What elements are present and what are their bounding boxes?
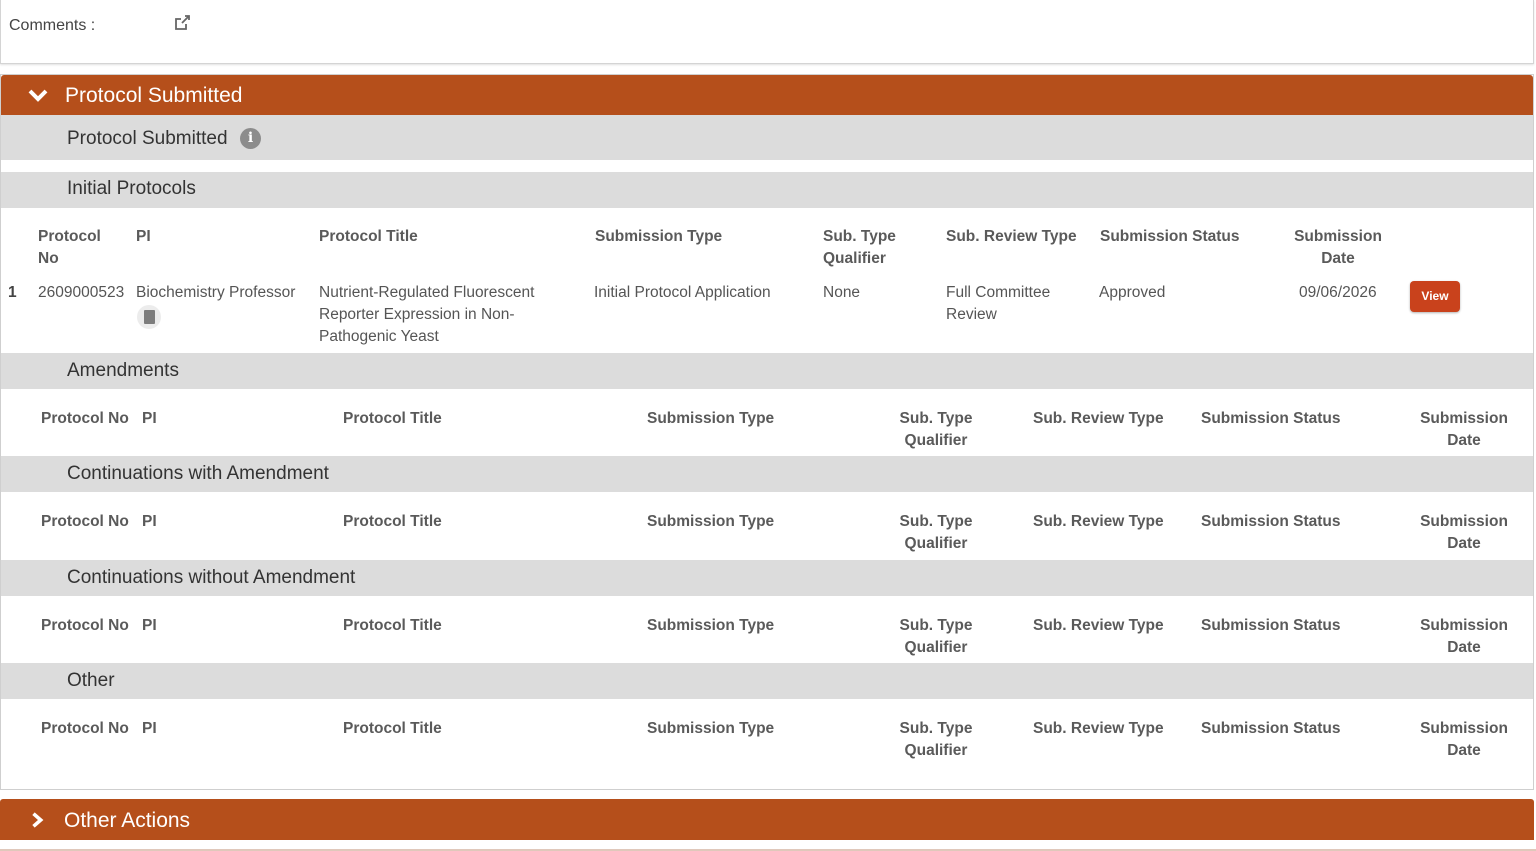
col-header-sub-type-qualifier: Sub. Type Qualifier — [823, 228, 896, 267]
cell-protocol-title: Nutrient-Regulated Fluorescent Reporter Expression in Non-Pathogenic Yeast — [319, 284, 535, 345]
section-title: Other — [67, 670, 115, 691]
col-header-sub-review-type: Sub. Review Type — [946, 228, 1077, 245]
section-amendments — [1, 353, 1533, 389]
col-header-protocol-no: Protocol No — [38, 228, 101, 267]
cell-sub-review-type: Full Committee Review — [946, 284, 1051, 323]
col-header-protocol-no: Protocol No — [41, 410, 129, 427]
col-header-submission-status: Submission Status — [1201, 513, 1341, 530]
chevron-right-icon — [29, 811, 47, 829]
external-link-icon[interactable] — [173, 14, 191, 32]
col-header-submission-status: Submission Status — [1201, 617, 1341, 634]
col-header-pi: PI — [136, 228, 151, 245]
info-icon[interactable]: i — [240, 128, 261, 149]
row-index: 1 — [8, 284, 17, 301]
col-header-submission-status: Submission Status — [1100, 228, 1240, 245]
col-header-submission-type: Submission Type — [647, 513, 775, 530]
col-header-submission-type: Submission Type — [647, 617, 775, 634]
col-header-protocol-no: Protocol No — [41, 513, 129, 530]
col-header-submission-date: Submission Date — [1420, 410, 1508, 449]
col-header-protocol-title: Protocol Title — [343, 513, 442, 530]
col-header-protocol-title: Protocol Title — [319, 228, 418, 245]
section-title: Continuations with Amendment — [67, 463, 329, 484]
col-header-pi: PI — [142, 410, 157, 427]
col-header-submission-date: Submission Date — [1294, 228, 1382, 267]
col-header-sub-review-type: Sub. Review Type — [1033, 513, 1164, 530]
panel-title: Protocol Submitted — [65, 84, 243, 107]
col-header-sub-review-type: Sub. Review Type — [1033, 617, 1164, 634]
comments-section — [0, 0, 1534, 64]
col-header-sub-review-type: Sub. Review Type — [1033, 720, 1164, 737]
section-continuations-with-amendment — [1, 456, 1533, 492]
col-header-pi: PI — [142, 513, 157, 530]
col-header-pi: PI — [142, 720, 157, 737]
col-header-submission-date: Submission Date — [1420, 513, 1508, 552]
col-header-sub-review-type: Sub. Review Type — [1033, 410, 1164, 427]
panel-title: Other Actions — [64, 809, 191, 832]
cell-pi: Biochemistry Professor — [136, 284, 296, 301]
section-title: Initial Protocols — [67, 178, 196, 199]
other-actions-header[interactable] — [0, 799, 1534, 840]
cell-protocol-no: 2609000523 — [38, 284, 125, 301]
col-header-submission-type: Submission Type — [647, 410, 775, 427]
cell-submission-type: Initial Protocol Application — [594, 284, 771, 301]
cell-sub-type-qualifier: None — [823, 284, 861, 301]
section-initial-protocols — [1, 172, 1533, 208]
section-title: Continuations without Amendment — [67, 567, 356, 588]
other-actions-panel — [0, 799, 1534, 840]
document-icon[interactable] — [137, 305, 161, 329]
protocol-submitted-subheader — [1, 115, 1533, 160]
col-header-submission-date: Submission Date — [1420, 617, 1508, 656]
col-header-protocol-no: Protocol No — [41, 617, 129, 634]
col-header-protocol-title: Protocol Title — [343, 617, 442, 634]
col-header-submission-status: Submission Status — [1201, 410, 1341, 427]
col-header-submission-type: Submission Type — [647, 720, 775, 737]
view-button[interactable]: View — [1410, 281, 1460, 312]
cell-submission-status: Approved — [1099, 284, 1166, 301]
col-header-submission-type: Submission Type — [595, 228, 723, 245]
col-header-pi: PI — [142, 617, 157, 634]
col-header-submission-date: Submission Date — [1420, 720, 1508, 759]
cell-submission-date: 09/06/2026 — [1299, 284, 1377, 301]
col-header-protocol-title: Protocol Title — [343, 410, 442, 427]
col-header-sub-type-qualifier: Sub. Type Qualifier — [899, 720, 973, 759]
section-other — [1, 663, 1533, 699]
col-header-sub-type-qualifier: Sub. Type Qualifier — [899, 617, 973, 656]
col-header-sub-type-qualifier: Sub. Type Qualifier — [899, 513, 973, 552]
col-header-submission-status: Submission Status — [1201, 720, 1341, 737]
comments-label: Comments : — [9, 17, 96, 34]
section-title: Amendments — [67, 360, 179, 381]
subheader-label: Protocol Submitted — [67, 128, 228, 149]
col-header-protocol-title: Protocol Title — [343, 720, 442, 737]
protocol-submitted-header[interactable] — [1, 75, 1533, 115]
col-header-sub-type-qualifier: Sub. Type Qualifier — [899, 410, 973, 449]
chevron-down-icon — [28, 86, 48, 104]
section-continuations-without-amendment — [1, 560, 1533, 596]
col-header-protocol-no: Protocol No — [41, 720, 129, 737]
